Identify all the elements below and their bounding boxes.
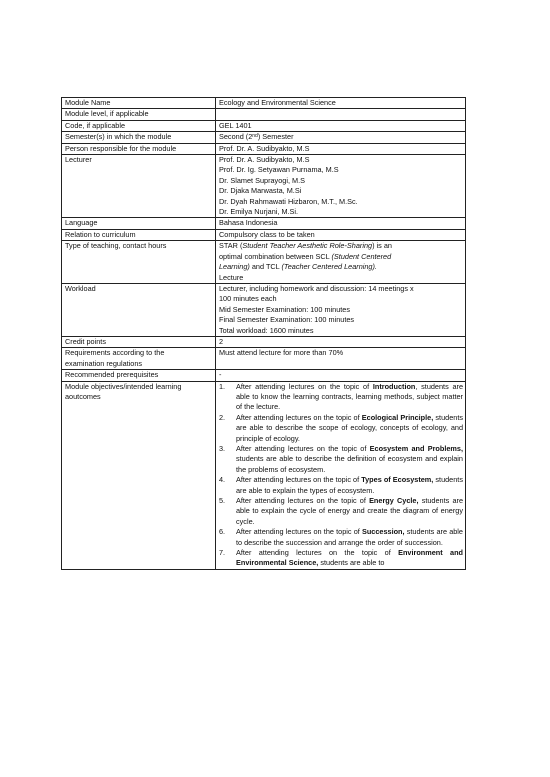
objective-text [236,527,463,548]
objective-lead: After attending lectures on the topic of [236,381,373,391]
workload-line: Mid Semester Examination: 100 minutes [219,304,350,314]
row-objectives [62,381,466,569]
row-code [62,120,466,131]
objective-outcome: students are able to describe the scope of ecology, concepts of ecology, and principle of ecology. [236,412,463,443]
objective-lead: After attending lectures on the topic of [236,444,370,453]
objective-number: 3. [219,444,226,453]
objective-topic: Introduction [372,381,416,391]
objective-item [219,527,463,548]
relation-label: Relation to curriculum [62,229,216,240]
teaching-text: optimal combination between SCL [219,251,332,261]
semester-superscript: nd [252,133,258,140]
objective-text [236,382,463,413]
objective-number: 7. [219,548,226,558]
objectives-value [216,381,466,569]
row-workload [62,283,466,336]
objective-outcome: students are able to explain the types of ecosystem. [236,475,463,495]
objective-outcome: , students are able to know the learning contracts, learning methods, subject matter of the lecture. [236,381,463,412]
workload-line: Final Semester Examination: 100 minutes [219,315,355,325]
row-module-name [62,98,466,109]
teaching-line-3 [219,262,463,272]
lecturer-name: Prof. Dr. A. Sudibyakto, M.S [219,155,310,165]
language-label: Language [62,218,216,229]
objective-item [219,444,463,475]
teaching-line-2 [219,252,463,262]
lecturer-label: Lecturer [62,155,216,218]
objective-topic: Energy Cycle, [369,496,419,506]
language-value: Bahasa Indonesia [216,218,466,229]
objective-topic: Ecological Principle, [361,412,434,422]
teaching-text: STAR ( [219,241,243,251]
module-level-label: Module level, if applicable [62,109,216,120]
objective-number: 1. [219,381,226,391]
row-lecturer [62,155,466,218]
objectives-list [219,382,463,569]
prereq-value: - [216,370,466,381]
objectives-label-line: aoutcomes [65,391,101,401]
row-requirements [62,348,466,370]
teaching-line-4: Lecture [219,272,244,282]
module-level-value [216,109,466,120]
objective-topic: Types of Ecosystem, [361,475,434,485]
relation-value: Compulsory class to be taken [216,229,466,240]
objective-lead: After attending lectures on the topic of [236,527,362,537]
requirements-label [62,348,216,370]
row-module-level [62,109,466,120]
requirements-value: Must attend lecture for more than 70% [216,348,466,370]
semester-value [216,132,466,143]
requirements-label-line: examination regulations [65,358,143,368]
objectives-label [62,381,216,569]
lecturer-name: Dr. Emilya Nurjani, M.Si. [219,207,299,217]
objective-outcome: students are able to describe the succession and arrange the order of succession. [236,527,463,547]
teaching-label: Type of teaching, contact hours [62,241,216,284]
teaching-text: ) is an [372,241,392,251]
objective-text [236,496,463,527]
objective-item [219,548,463,569]
objective-text [236,548,463,569]
code-value: GEL 1401 [216,120,466,131]
teaching-value [216,241,466,284]
credit-label: Credit points [62,336,216,347]
semester-label: Semester(s) in which the module [62,132,216,143]
workload-line: Lecturer, including homework and discussion: 14 meetings x [219,283,414,293]
code-label: Code, if applicable [62,120,216,131]
row-semester [62,132,466,143]
scl-expansion: (Student Centered [331,251,392,261]
person-label: Person responsible for the module [62,143,216,154]
teaching-line-1 [219,241,463,251]
row-prerequisites [62,370,466,381]
tcl-expansion: (Teacher Centered Learning). [281,262,377,272]
semester-text-pre: Second (2 [219,132,253,142]
objective-item [219,496,463,527]
requirements-label-line: Requirements according to the [65,348,165,358]
row-credit-points [62,336,466,347]
workload-label: Workload [62,283,216,336]
lecturer-name: Dr. Slamet Suprayogi, M.S [219,175,305,185]
objective-lead: After attending lectures on the topic of [236,496,370,506]
prereq-label: Recommended prerequisites [62,370,216,381]
objective-text [236,444,463,475]
objective-number: 5. [219,496,226,506]
objective-topic: Succession, [361,527,405,537]
lecturer-list [216,155,466,218]
objective-text [236,413,463,444]
objective-text [236,475,463,496]
credit-value: 2 [216,336,466,347]
objective-outcome: students are able to [318,558,385,568]
objective-outcome: students are able to explain the cycle of energy and create the diagram of energy cycle. [236,496,464,526]
objective-topic: Ecosystem and Problems, [369,444,464,453]
module-description-table [61,97,466,570]
lecturer-name: Dr. Dyah Rahmawati Hizbaron, M.T., M.Sc. [219,196,358,206]
objective-lead: After attending lectures on the topic of [236,548,399,558]
objective-number: 4. [219,475,226,485]
lecturer-name: Prof. Dr. Ig. Setyawan Purnama, M.S [219,165,339,175]
objective-item [219,475,463,496]
workload-line: Total workload: 1600 minutes [219,325,314,335]
objectives-label-line: Module objectives/intended learning [65,381,182,391]
person-value: Prof. Dr. A. Sudibyakto, M.S [216,143,466,154]
workload-value [216,283,466,336]
scl-expansion-end: Learning) [219,262,250,272]
workload-line: 100 minutes each [219,294,277,304]
objective-number: 6. [219,527,226,537]
module-name-label: Module Name [62,98,216,109]
objective-outcome: students are able to describe the definition of ecosystem and explain the problems of ecosystem. [236,454,463,474]
row-relation [62,229,466,240]
objective-lead: After attending lectures on the topic of [236,412,362,422]
objective-item [219,382,463,413]
objective-topic: Environment and Environmental Science, [236,548,463,568]
teaching-text: and TCL [249,262,282,272]
objective-number: 2. [219,412,226,422]
objective-lead: After attending lectures on the topic of [236,475,362,485]
row-person-responsible [62,143,466,154]
row-language [62,218,466,229]
module-name-value: Ecology and Environmental Science [216,98,466,109]
row-teaching-type [62,241,466,284]
semester-text-post: ) Semester [257,132,294,142]
star-expansion: Student Teacher Aesthetic Role-Sharing [242,241,373,251]
objective-item [219,413,463,444]
lecturer-name: Dr. Djaka Marwasta, M.Si [219,186,302,196]
